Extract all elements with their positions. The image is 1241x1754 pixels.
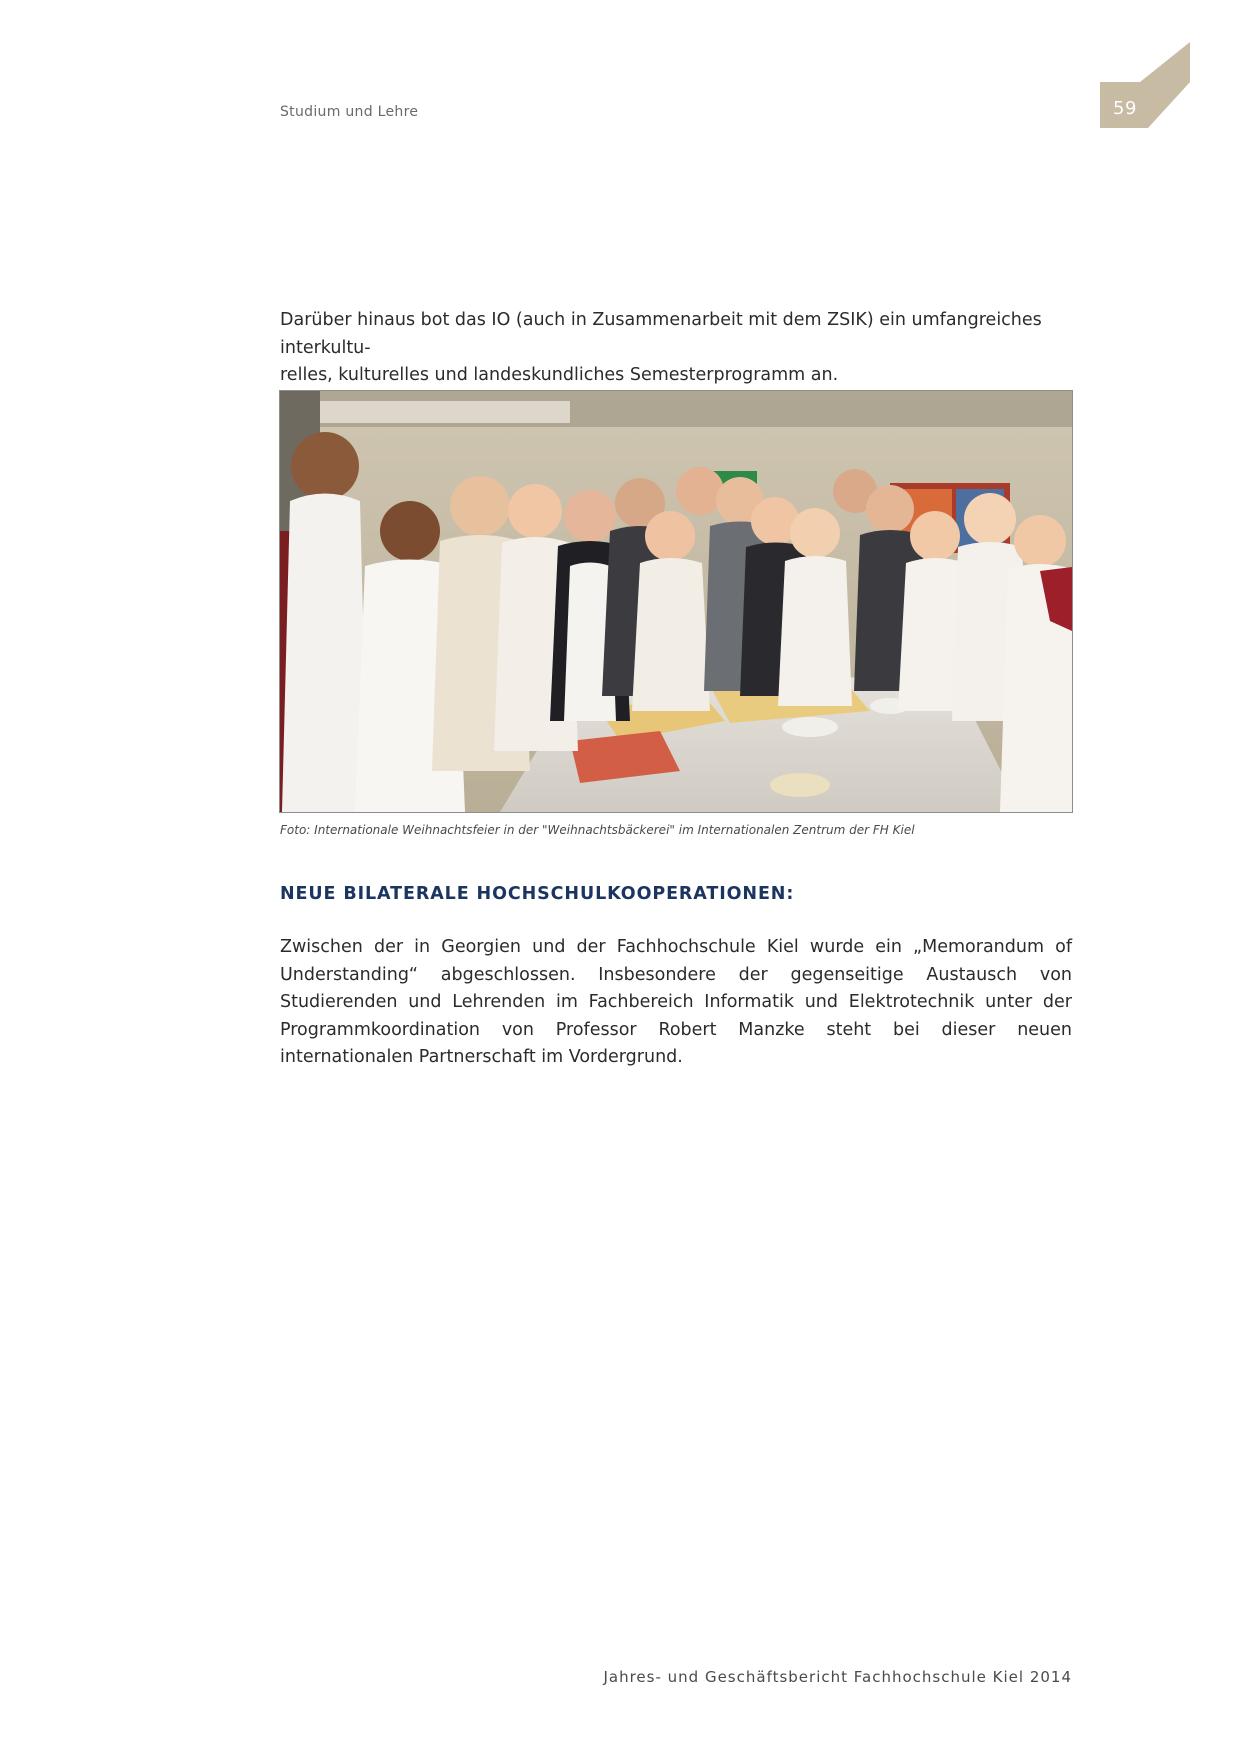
group-photo [279, 390, 1073, 813]
intro-line-2: relles, kulturelles und landeskundliches Semesterprogramm an. [280, 365, 839, 385]
footer-report-title: Jahres- und Geschäftsbericht Fachhochschule Kiel 2014 [603, 1668, 1072, 1686]
group-photo-illustration [280, 391, 1072, 812]
intro-line-1: Darüber hinaus bot das IO (auch in Zusammenarbeit mit dem ZSIK) ein umfangreiches interkultu- [280, 310, 1042, 358]
running-head-section-title: Studium und Lehre [280, 104, 419, 120]
intro-paragraph [280, 307, 1072, 390]
photo-caption: Foto: Internationale Weihnachtsfeier in der "Weihnachtsbäckerei" im Internationalen Zentrum der FH Kiel [280, 823, 915, 837]
page-number: 59 [1113, 98, 1137, 119]
section-heading: NEUE BILATERALE HOCHSCHULKOOPERATIONEN: [280, 884, 795, 904]
cooperation-paragraph: Zwischen der in Georgien und der Fachhochschule Kiel wurde ein „Memorandum of Understanding“ abgeschlossen. Insbesondere der gegenseitige Austausch von Studierenden und Lehrenden im Fachbereich Informatik und Elektrotechnik unter der Programmkoordination von Professor Robert Manzke steht bei dieser neuen internationalen Partnerschaft im Vordergrund. [280, 937, 1072, 1067]
